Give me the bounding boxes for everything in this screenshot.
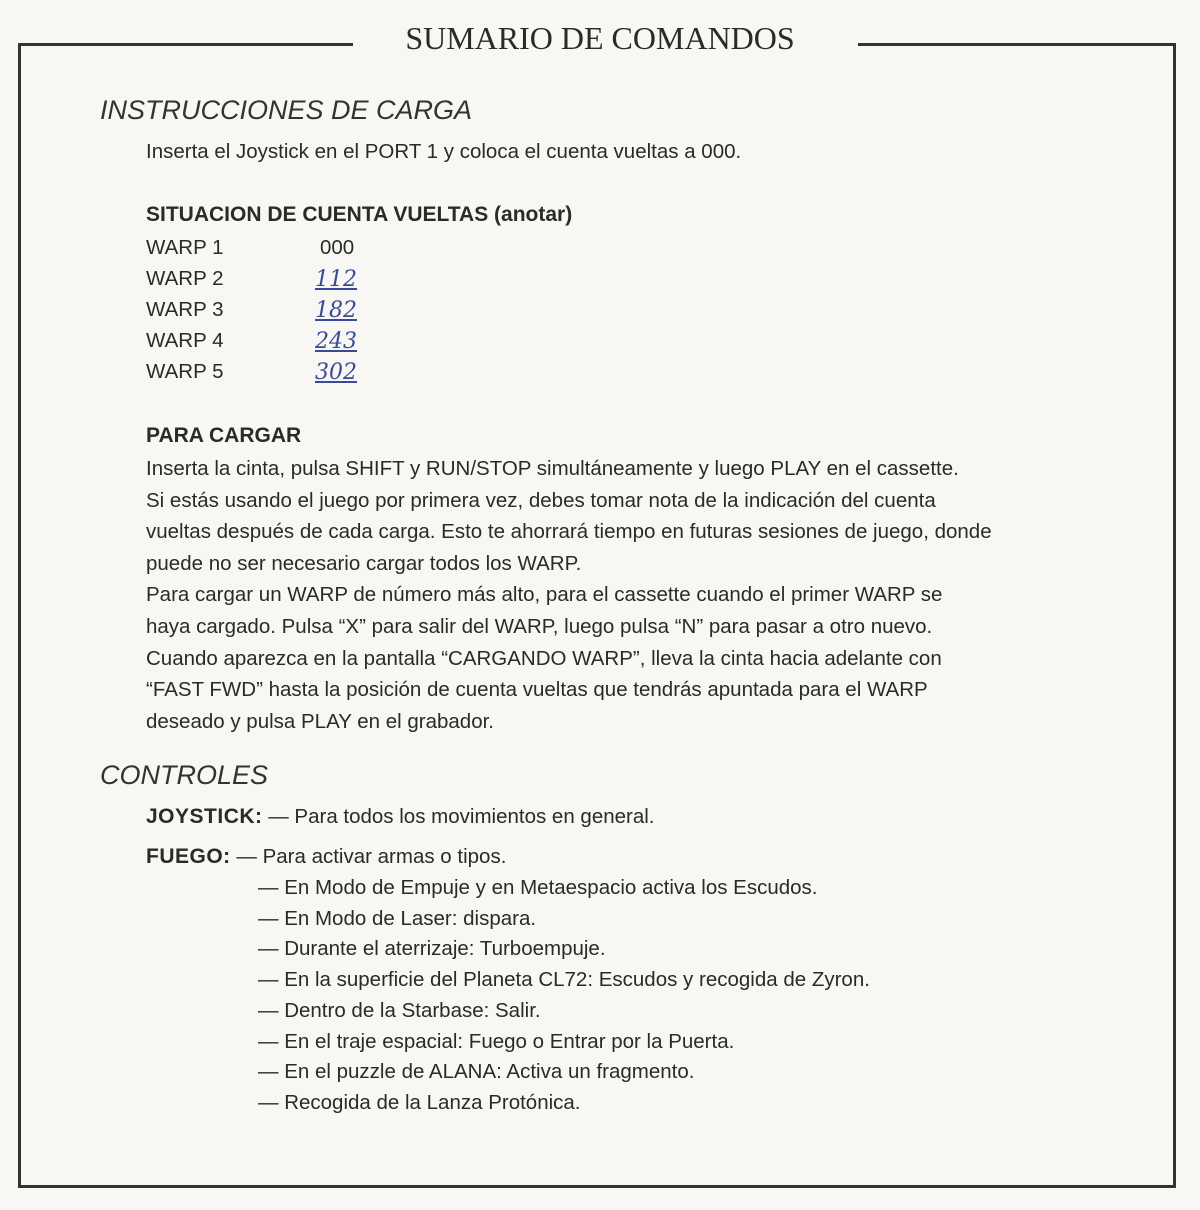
section-heading-instrucciones: INSTRUCCIONES DE CARGA xyxy=(100,95,473,125)
control-desc: — Para activar armas o tipos. xyxy=(236,845,507,868)
warp-label: WARP 3 xyxy=(146,298,224,321)
fuego-item: — En el traje espacial: Fuego o Entrar por la Puerta. xyxy=(258,1029,735,1053)
control-joystick xyxy=(146,805,655,829)
fuego-item: — Recogida de la Lanza Protónica. xyxy=(258,1090,581,1114)
paragraph-line: Si estás usando el juego por primera vez, debes tomar nota de la indicación del cuenta xyxy=(146,488,936,512)
fuego-item: — En el puzzle de ALANA: Activa un fragmento. xyxy=(258,1060,695,1084)
control-key: JOYSTICK: xyxy=(146,805,263,828)
warp-value-handwritten: 243 xyxy=(315,329,357,354)
section-heading-controles: CONTROLES xyxy=(100,760,269,790)
paragraph-line: Inserta la cinta, pulsa SHIFT y RUN/STOP simultáneamente y luego PLAY en el cassette. xyxy=(146,457,959,480)
paragraph-line: “FAST FWD” hasta la posición de cuenta vueltas que tendrás apuntada para el WARP xyxy=(146,678,928,702)
section-heading-para-cargar: PARA CARGAR xyxy=(146,424,302,447)
warp-value-handwritten: 112 xyxy=(315,267,357,292)
fuego-item: — En Modo de Laser: dispara. xyxy=(258,906,537,930)
warp-value-handwritten: 182 xyxy=(315,298,357,323)
control-key: FUEGO: xyxy=(146,845,231,868)
fuego-item: — En la superficie del Planeta CL72: Escudos y recogida de Zyron. xyxy=(258,968,870,992)
fuego-item: — Durante el aterrizaje: Turboempuje. xyxy=(258,937,606,961)
paragraph-line: haya cargado. Pulsa “X” para salir del WARP, luego pulsa “N” para pasar a otro nuevo. xyxy=(146,615,933,638)
control-fuego xyxy=(146,845,506,869)
paragraph-line: vueltas después de cada carga. Esto te ahorrará tiempo en futuras sesiones de juego, donde xyxy=(146,520,992,544)
warp-label: WARP 4 xyxy=(146,329,224,352)
warp-value: 000 xyxy=(320,236,355,259)
warp-value-handwritten: 302 xyxy=(315,360,357,385)
fuego-item: — Dentro de la Starbase: Salir. xyxy=(258,998,541,1022)
page-title: SUMARIO DE COMANDOS xyxy=(0,20,1200,57)
paragraph-line: Para cargar un WARP de número más alto, para el cassette cuando el primer WARP se xyxy=(146,583,943,607)
paragraph-line: Cuando aparezca en la pantalla “CARGANDO WARP”, lleva la cinta hacia adelante con xyxy=(146,646,942,670)
paragraph-line: deseado y pulsa PLAY en el grabador. xyxy=(146,709,494,733)
section-heading-situacion: SITUACION DE CUENTA VUELTAS (anotar) xyxy=(146,203,573,226)
instrucciones-text: Inserta el Joystick en el PORT 1 y coloca el cuenta vueltas a 000. xyxy=(146,140,742,163)
warp-label: WARP 1 xyxy=(146,236,224,259)
warp-label: WARP 5 xyxy=(146,360,224,383)
warp-label: WARP 2 xyxy=(146,267,224,290)
fuego-item: — En Modo de Empuje y en Metaespacio activa los Escudos. xyxy=(258,876,818,899)
control-desc: — Para todos los movimientos en general. xyxy=(268,805,655,828)
paragraph-line: puede no ser necesario cargar todos los WARP. xyxy=(146,551,582,575)
